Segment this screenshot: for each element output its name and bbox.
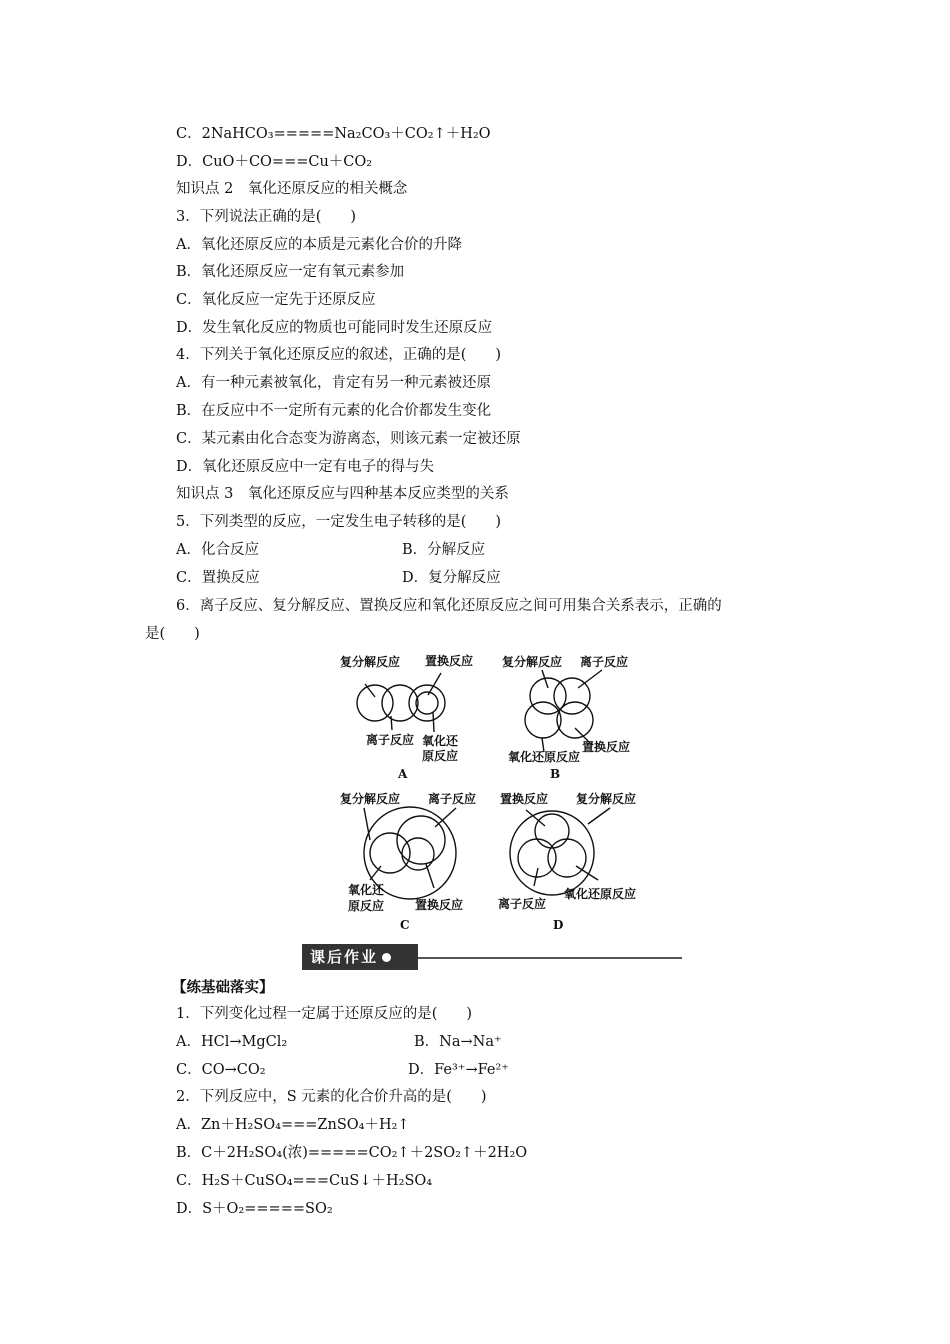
a-yuanfanying-label: 原反应 xyxy=(422,749,459,763)
diagram-c-inner-right-circle xyxy=(397,816,445,864)
question-4-option-d: D．氧化还原反应中一定有电子的得与失 xyxy=(176,459,435,475)
question-5-option-a: A．化合反应 xyxy=(176,542,259,558)
homework-q1-option-d: D．Fe³⁺→Fe²⁺ xyxy=(408,1062,509,1078)
question-4-option-b: B．在反应中不一定所有元素的化合价都发生变化 xyxy=(176,403,492,419)
option-c-line: C．2NaHCO₃=====Na₂CO₃＋CO₂↑＋H₂O xyxy=(176,126,491,142)
diagram-b-zhihuan-circle xyxy=(557,702,593,738)
question-3: 3．下列说法正确的是( ) xyxy=(176,209,357,225)
diagram-d-outer-circle xyxy=(510,811,594,895)
homework-q2-option-b: B．C＋2H₂SO₄(浓)=====CO₂↑＋2SO₂↑＋2H₂O xyxy=(176,1145,528,1161)
knowledge-point-3-heading: 知识点 3 氧化还原反应与四种基本反应类型的关系 xyxy=(176,486,509,502)
diagram-a-zhihuan-circle xyxy=(416,692,438,714)
homework-q1-option-a: A．HCl→MgCl₂ xyxy=(176,1034,288,1050)
d-lizi-label: 离子反应 xyxy=(498,897,547,911)
diagram-d-right-circle xyxy=(548,839,586,877)
d-yanghuahuanyuan-label: 氧化还原反应 xyxy=(564,887,637,901)
label-b: B xyxy=(550,767,561,781)
d-fufenjie-label: 复分解反应 xyxy=(576,792,637,806)
b-fufenjie-label: 复分解反应 xyxy=(502,655,563,669)
diagram-d-top-circle xyxy=(535,814,569,848)
question-5-option-b: B．分解反应 xyxy=(402,542,486,558)
homework-question-1: 1．下列变化过程一定属于还原反应的是( ) xyxy=(176,1006,473,1022)
homework-q2-option-a: A．Zn＋H₂SO₄===ZnSO₄＋H₂↑ xyxy=(176,1117,410,1133)
homework-banner-box xyxy=(302,944,418,970)
diagram-b-yanghua-circle xyxy=(525,702,561,738)
question-5-option-d: D．复分解反应 xyxy=(402,570,501,586)
question-3-option-b: B．氧化还原反应一定有氧元素参加 xyxy=(176,264,405,280)
c-yuanfanying-label: 原反应 xyxy=(348,899,385,913)
question-4-option-a: A．有一种元素被氧化，肯定有另一种元素被还原 xyxy=(176,375,491,391)
diagram-d xyxy=(510,808,610,895)
homework-q2-option-c: C．H₂S＋CuSO₄===CuS↓＋H₂SO₄ xyxy=(176,1173,433,1189)
homework-banner xyxy=(302,944,682,970)
c-yanghuahuan-label: 氧化还 xyxy=(348,883,385,897)
b-zhihuan-label: 置换反应 xyxy=(582,740,631,754)
c-fufenjie-label: 复分解反应 xyxy=(340,792,401,806)
a-lizi-label: 离子反应 xyxy=(366,733,415,747)
c-zhihuan-label: 置换反应 xyxy=(415,898,464,912)
b-yanghuahuanyuan-label: 氧化还原反应 xyxy=(508,750,581,764)
question-3-option-c: C．氧化反应一定先于还原反应 xyxy=(176,292,376,308)
question-4: 4．下列关于氧化还原反应的叙述，正确的是( ) xyxy=(176,347,502,363)
question-5-row-2 xyxy=(176,568,576,588)
diagram-a-lizi-circle xyxy=(382,685,418,721)
option-d-line: D．CuO＋CO===Cu＋CO₂ xyxy=(176,154,373,170)
question-5-option-c: C．置换反应 xyxy=(176,570,260,586)
knowledge-point-2-heading: 知识点 2 氧化还原反应的相关概念 xyxy=(176,181,408,197)
banner-rule xyxy=(418,957,682,959)
question-5-row-1 xyxy=(176,540,576,560)
a-zhihuan-label: 置换反应 xyxy=(425,654,474,668)
section-heading: 【练基础落实】 xyxy=(172,979,274,996)
label-d: D xyxy=(553,918,564,932)
homework-banner-title: 课后作业 xyxy=(310,948,379,966)
homework-q2-option-d: D．S＋O₂=====SO₂ xyxy=(176,1201,333,1217)
a-fufenjie-label: 复分解反应 xyxy=(340,655,401,669)
diagram-a xyxy=(357,673,445,732)
diagram-c-inner-small-circle xyxy=(402,838,434,870)
homework-q1-option-c: C．CO→CO₂ xyxy=(176,1062,266,1078)
homework-q1-row-1 xyxy=(176,1032,576,1052)
label-c: C xyxy=(400,918,410,932)
b-lizi-label: 离子反应 xyxy=(580,655,629,669)
diagram-a-yanghua-circle xyxy=(409,685,445,721)
a-yanghuahuan-label: 氧化还 xyxy=(422,734,459,748)
question-4-option-c: C．某元素由化合态变为游离态，则该元素一定被还原 xyxy=(176,431,521,447)
question-3-option-d: D．发生氧化反应的物质也可能同时发生还原反应 xyxy=(176,320,493,336)
question-6-continuation: 是( ) xyxy=(145,626,200,642)
set-relation-diagrams xyxy=(330,648,670,938)
homework-q1-row-2 xyxy=(176,1060,576,1080)
c-lizi-label: 离子反应 xyxy=(428,792,477,806)
label-a: A xyxy=(398,767,408,781)
d-zhihuan-label: 置换反应 xyxy=(500,792,549,806)
question-6: 6．离子反应、复分解反应、置换反应和氧化还原反应之间可用集合关系表示，正确的 xyxy=(176,598,722,614)
bullet-dot-icon xyxy=(382,953,391,962)
question-3-option-a: A．氧化还原反应的本质是元素化合价的升降 xyxy=(176,237,462,253)
diagram-c-inner-left-circle xyxy=(370,833,410,873)
question-5: 5．下列类型的反应，一定发生电子转移的是( ) xyxy=(176,514,502,530)
homework-question-2: 2．下列反应中，S 元素的化合价升高的是( ) xyxy=(176,1089,487,1105)
homework-q1-option-b: B．Na→Na⁺ xyxy=(414,1034,502,1050)
